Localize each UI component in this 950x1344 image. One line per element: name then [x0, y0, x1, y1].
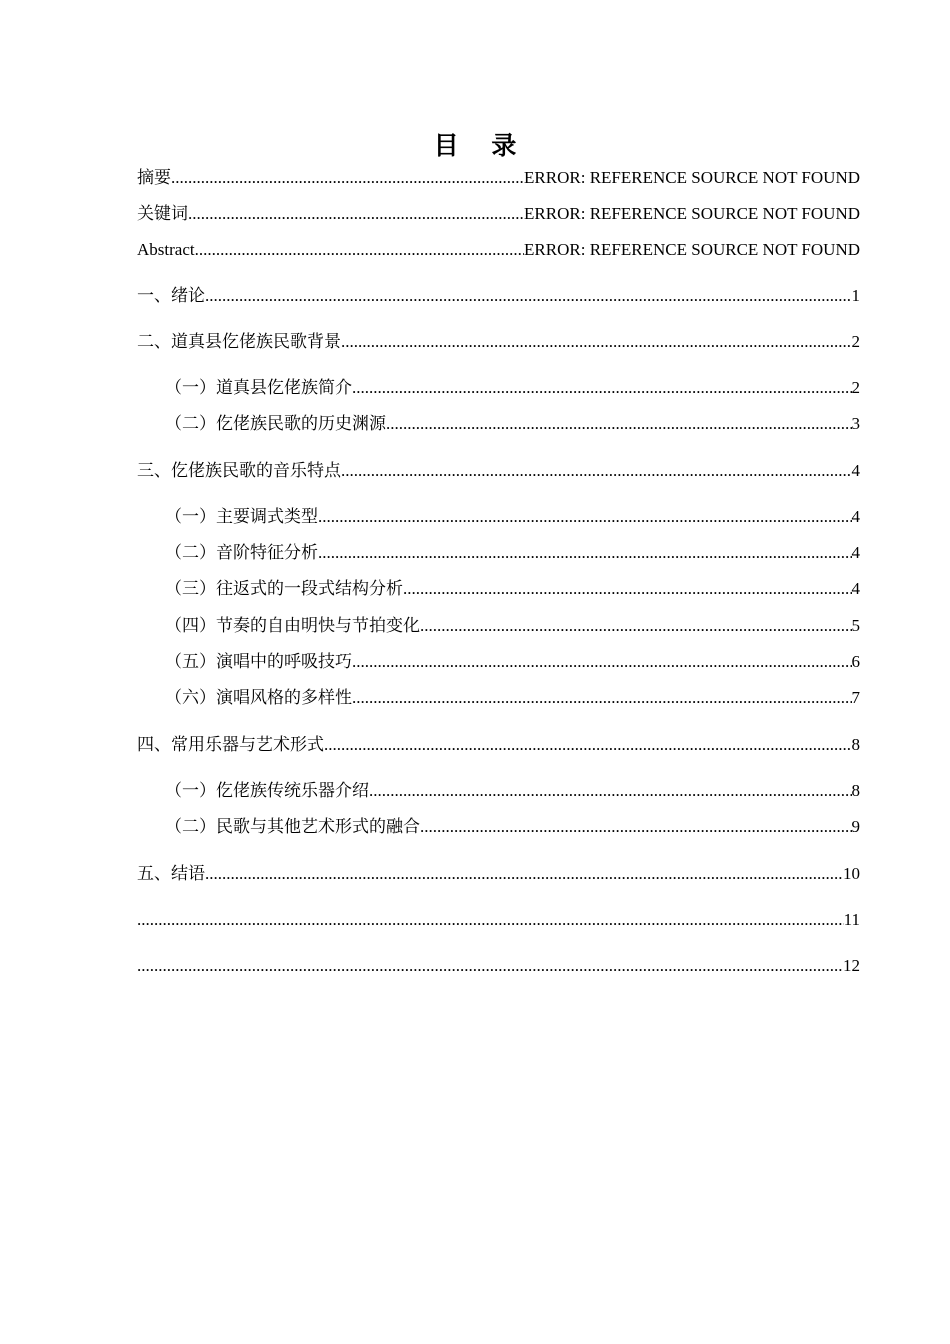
toc-entry-chapter-4[interactable]	[137, 733, 860, 757]
dot-leader	[324, 733, 852, 757]
toc-entry-label: 三、仡佬族民歌的音乐特点	[137, 461, 341, 480]
toc-entry-page: 1	[851, 286, 860, 305]
dot-leader	[352, 650, 852, 674]
toc-entry-page: ERROR: REFERENCE SOURCE NOT FOUND	[524, 168, 860, 187]
toc-entry-section-2-1[interactable]	[165, 376, 860, 400]
toc-entry-page: 4	[851, 543, 860, 562]
toc-entry-label: Abstract	[137, 240, 195, 259]
toc-entry-label: 五、结语	[137, 864, 205, 883]
dot-leader	[137, 908, 844, 932]
dot-leader	[420, 815, 852, 839]
toc-entry-page: 4	[851, 507, 860, 526]
toc-entry-label: 关键词	[137, 204, 188, 223]
toc-entry-page: 3	[851, 414, 860, 433]
toc-entry-label: （四）节奏的自由明快与节拍变化	[165, 616, 420, 635]
toc-entry-page: 8	[851, 735, 860, 754]
toc-entry-section-2-2[interactable]	[165, 412, 860, 436]
dot-leader	[171, 166, 524, 190]
dot-leader	[341, 330, 852, 354]
dot-leader	[205, 862, 843, 886]
toc-entry-page: 11	[843, 910, 860, 929]
toc-entry-page: 6	[851, 652, 860, 671]
toc-entry-page: 4	[851, 461, 860, 480]
toc-entry-label: （二）民歌与其他艺术形式的融合	[165, 817, 420, 836]
dot-leader	[318, 541, 852, 565]
dot-leader	[403, 577, 852, 601]
toc-entry-page: 9	[851, 817, 860, 836]
toc-entry-page: 8	[851, 781, 860, 800]
toc-entry-page: 5	[851, 616, 860, 635]
toc-entry-label: （二）音阶特征分析	[165, 543, 318, 562]
dot-leader	[386, 412, 852, 436]
dot-leader	[352, 686, 852, 710]
toc-entry-label: 四、常用乐器与艺术形式	[137, 735, 324, 754]
dot-leader	[352, 376, 852, 400]
toc-entry-page: ERROR: REFERENCE SOURCE NOT FOUND	[524, 204, 860, 223]
dot-leader	[369, 779, 852, 803]
toc-entry-page: 4	[851, 579, 860, 598]
toc-entry-section-4-2[interactable]	[165, 815, 860, 839]
toc-entry-abstract-en[interactable]	[137, 238, 860, 262]
toc-entry-label: （一）主要调式类型	[165, 507, 318, 526]
toc-entry-label: 摘要	[137, 168, 171, 187]
dot-leader	[195, 238, 524, 262]
toc-entry-page: 12	[843, 956, 860, 975]
toc-entry-section-3-1[interactable]	[165, 505, 860, 529]
dot-leader	[137, 954, 843, 978]
dot-leader	[420, 614, 852, 638]
toc-entry-page: 10	[843, 864, 860, 883]
toc-entry-chapter-5[interactable]	[137, 862, 860, 886]
toc-entry-label: （五）演唱中的呼吸技巧	[165, 652, 352, 671]
toc-entry-page: 2	[851, 378, 860, 397]
toc-entry-section-4-1[interactable]	[165, 779, 860, 803]
toc-entry-keywords[interactable]	[137, 202, 860, 226]
toc-entry-label: （六）演唱风格的多样性	[165, 688, 352, 707]
dot-leader	[318, 505, 852, 529]
dot-leader	[188, 202, 524, 226]
toc-entry-chapter-3[interactable]	[137, 459, 860, 483]
toc-entry-label: （一）道真县仡佬族简介	[165, 378, 352, 397]
toc-entry-label: 一、绪论	[137, 286, 205, 305]
toc-entry-chapter-2[interactable]	[137, 330, 860, 354]
toc-entry-abstract-cn[interactable]	[137, 166, 860, 190]
toc-entry-section-3-5[interactable]	[165, 650, 860, 674]
toc-entry-page: 7	[851, 688, 860, 707]
toc-entry-label: （二）仡佬族民歌的历史渊源	[165, 414, 386, 433]
toc-entry-label: （三）往返式的一段式结构分析	[165, 579, 403, 598]
toc-entry-page: 2	[851, 332, 860, 351]
toc-entry-page: ERROR: REFERENCE SOURCE NOT FOUND	[524, 240, 860, 259]
toc-entry-section-3-2[interactable]	[165, 541, 860, 565]
toc-entry-section-3-3[interactable]	[165, 577, 860, 601]
toc-entry-chapter-1[interactable]	[137, 284, 860, 308]
toc-entry-untitled-1[interactable]	[137, 908, 860, 932]
toc-title: 目 录	[433, 131, 529, 160]
dot-leader	[205, 284, 852, 308]
dot-leader	[341, 459, 852, 483]
toc-entry-label: （一）仡佬族传统乐器介绍	[165, 781, 369, 800]
toc-entry-label: 二、道真县仡佬族民歌背景	[137, 332, 341, 351]
toc-entry-section-3-4[interactable]	[165, 614, 860, 638]
toc-entry-section-3-6[interactable]	[165, 686, 860, 710]
toc-entry-untitled-2[interactable]	[137, 954, 860, 978]
